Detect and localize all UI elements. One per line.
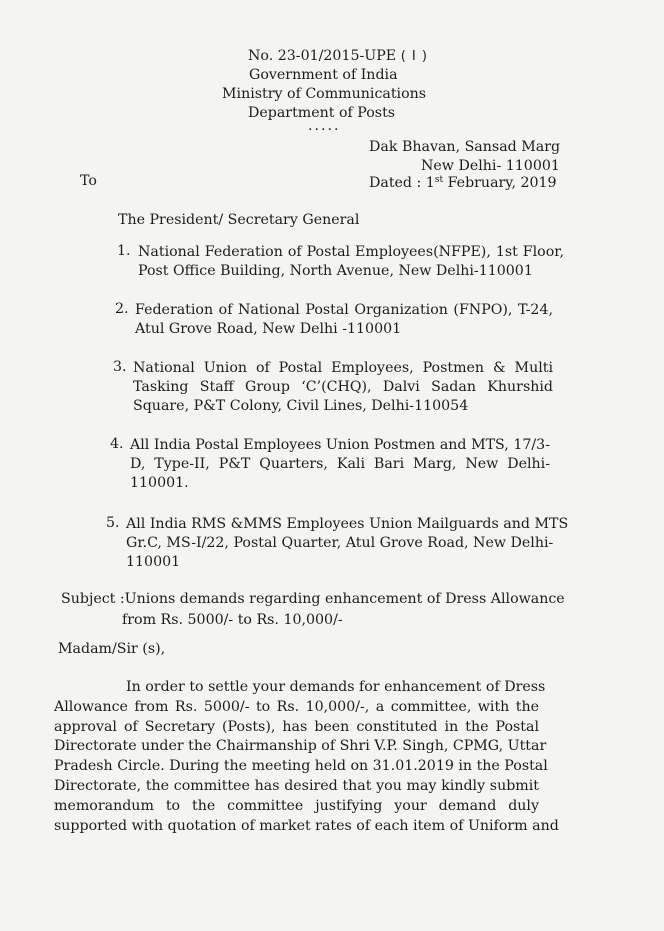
recipient-line: All India RMS &MMS Employees Union Mailguards and MTS [126, 516, 569, 532]
recipient-line: Gr.C, MS-I/22, Postal Quarter, Atul Grove Road, New Delhi- [126, 535, 554, 551]
recipient-line: 110001 [126, 554, 181, 570]
dated-line [369, 176, 557, 190]
dated-rest: February, 2019 [443, 175, 557, 191]
recipient-line: Tasking Staff Group ‘C’(CHQ), Dalvi Sadan Khurshid [133, 379, 553, 395]
recipient-item [135, 301, 553, 339]
body-paragraph [54, 678, 559, 836]
body-line: approval of Secretary (Posts), has been constituted in the Postal [54, 718, 539, 735]
body-line: Allowance from Rs. 5000/- to Rs. 10,000/-, a committee, with the [54, 698, 539, 715]
body-line: Directorate under the Chairmanship of Shri V.P. Singh, CPMG, Uttar [54, 738, 547, 755]
recipient-item [126, 515, 569, 572]
recipient-line: Square, P&T Colony, Civil Lines, Delhi-110054 [133, 398, 469, 414]
body-line: supported with quotation of market rates of each item of Uniform and [54, 817, 559, 834]
recipient-item [138, 243, 564, 281]
recipient-line: Federation of National Postal Organization (FNPO), T-24, [135, 302, 553, 318]
department-line: Department of Posts [248, 105, 396, 121]
subject-line-2: from Rs. 5000/- to Rs. 10,000/- [122, 612, 343, 628]
to-label: To [80, 173, 97, 189]
address-line-2: New Delhi- 110001 [421, 158, 560, 174]
recipient-line: National Union of Postal Employees, Postmen & Multi [133, 360, 553, 376]
body-line: memorandum to the committee justifying your demand duly [54, 797, 539, 814]
subject-line-1: Subject :Unions demands regarding enhancement of Dress Allowance [61, 591, 565, 607]
body-line: Directorate, the committee has desired that you may kindly submit [54, 777, 539, 794]
recipient-number: 4. [110, 436, 124, 452]
recipient-line: National Federation of Postal Employees(NFPE), 1st Floor, [138, 244, 564, 260]
recipient-line: Atul Grove Road, New Delhi -110001 [135, 321, 402, 337]
recipient-item [133, 359, 553, 416]
body-line: In order to settle your demands for enhancement of Dress [126, 679, 546, 695]
greeting: Madam/Sir (s), [58, 641, 166, 657]
dated-superscript: st [434, 175, 444, 185]
recipient-number: 5. [106, 515, 120, 531]
recipient-line: D, Type-II, P&T Quarters, Kali Bari Marg, New Delhi- [130, 456, 550, 472]
reference-number-text: No. 23-01/2015-UPE [248, 48, 397, 64]
recipient-line: Post Office Building, North Avenue, New Delhi-110001 [138, 263, 533, 279]
recipient-line: 110001. [130, 475, 189, 491]
separator-dots: ..... [308, 118, 341, 134]
handwritten-mark: ( I ) [400, 49, 428, 64]
addressee-heading: The President/ Secretary General [118, 212, 360, 228]
recipient-item [130, 436, 550, 493]
government-line: Government of India [249, 67, 398, 83]
ministry-line: Ministry of Communications [222, 86, 427, 102]
recipient-number: 2. [115, 301, 129, 317]
recipient-number: 1. [117, 243, 131, 259]
body-line: Pradesh Circle. During the meeting held on 31.01.2019 in the Postal [54, 758, 548, 775]
address-line-1: Dak Bhavan, Sansad Marg [369, 139, 561, 155]
recipient-number: 3. [113, 359, 127, 375]
recipient-line: All India Postal Employees Union Postmen and MTS, 17/3- [130, 437, 550, 453]
dated-label: Dated : 1 [369, 175, 435, 191]
reference-number [248, 49, 428, 63]
